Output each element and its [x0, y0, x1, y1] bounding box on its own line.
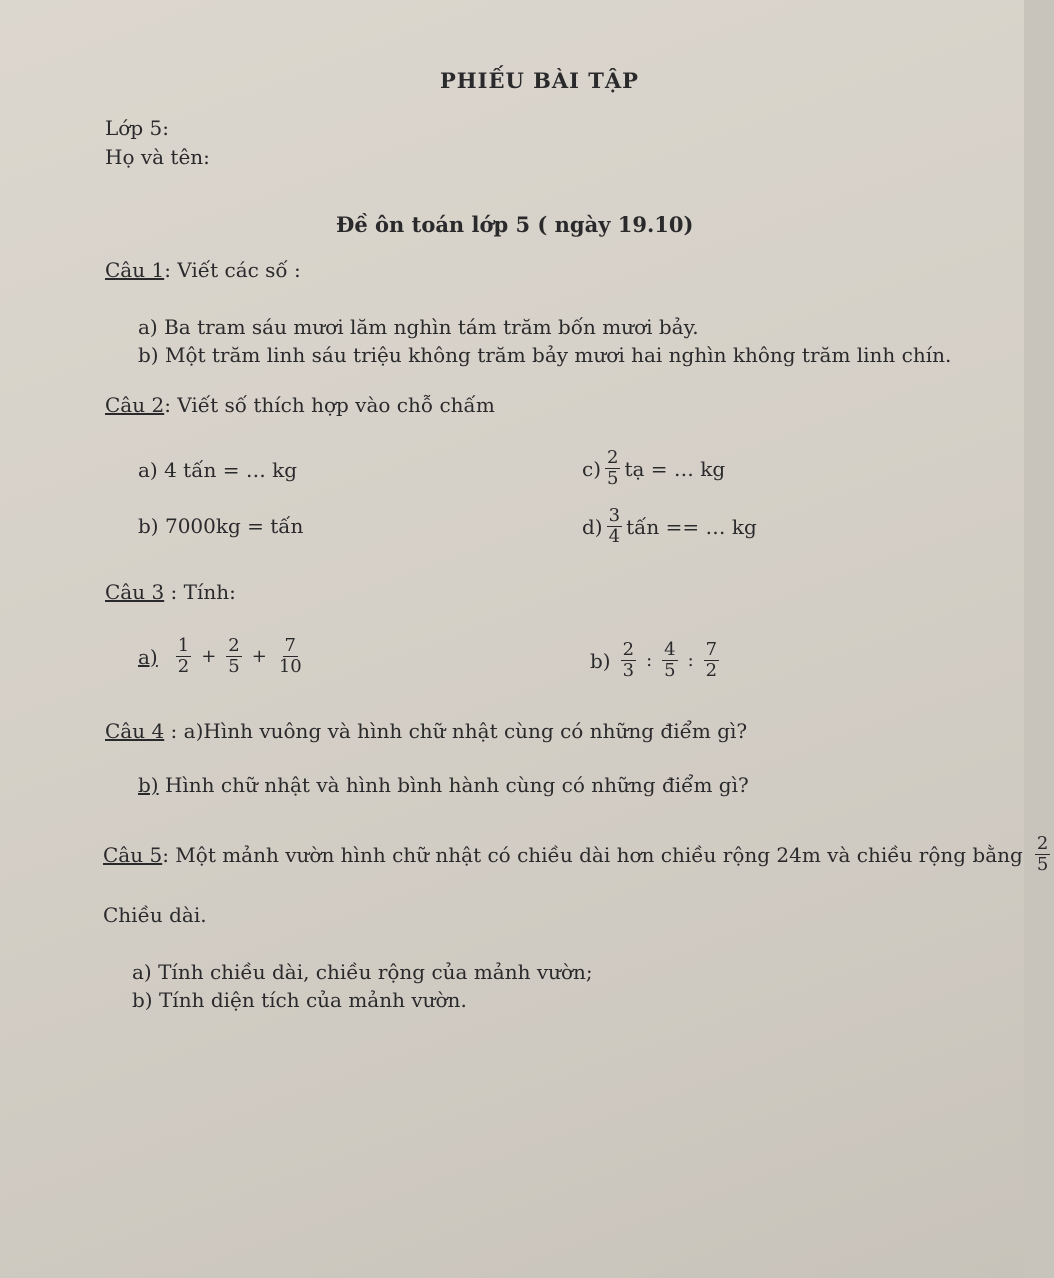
fraction-numerator: 2: [228, 635, 240, 656]
fraction: [662, 640, 677, 681]
question-3-a-label: a): [138, 644, 158, 669]
question-3-label: Câu 3: [105, 580, 165, 604]
question-3-expression-b: [590, 640, 723, 681]
question-3-b-label: b): [590, 648, 611, 673]
question-2-item-d: [582, 506, 757, 547]
fraction-numerator: 1: [177, 635, 190, 656]
fraction-numerator: 2: [622, 639, 635, 660]
fraction-denominator: 5: [664, 660, 676, 681]
fraction-numerator: 4: [664, 639, 676, 660]
fraction-numerator: 3: [608, 505, 621, 526]
fraction: [605, 448, 620, 489]
question-2-item-a: a) 4 tấn = … kg: [138, 458, 298, 482]
question-1-text: : Viết các số :: [164, 258, 301, 282]
question-3-heading: [105, 580, 236, 604]
fraction-denominator: 5: [228, 656, 240, 677]
question-4-label: Câu 4: [105, 719, 165, 743]
fraction: [176, 636, 191, 677]
question-2-item-d-suffix: tấn == … kg: [626, 514, 757, 539]
question-2-item-c: [582, 448, 725, 489]
fraction: [1035, 834, 1050, 875]
question-4-b-label: b): [138, 773, 159, 797]
question-4-item-b: [138, 773, 749, 797]
name-label: Họ và tên:: [105, 145, 210, 169]
fraction-numerator: 7: [284, 635, 296, 656]
fraction: [621, 640, 636, 681]
question-4-b-text: Hình chữ nhật và hình bình hành cùng có những điểm gì?: [158, 773, 749, 797]
fraction-numerator: 2: [1036, 833, 1049, 854]
fraction: [226, 636, 241, 677]
question-5-item-b: b) Tính diện tích của mảnh vườn.: [132, 988, 467, 1012]
fraction-denominator: 5: [1036, 854, 1049, 875]
fraction: [607, 506, 622, 547]
fraction: [704, 640, 719, 681]
fraction-denominator: 4: [608, 526, 621, 547]
question-1-heading: [105, 258, 301, 282]
operator: :: [687, 650, 694, 671]
question-2-item-b: b) 7000kg = tấn: [138, 514, 304, 538]
worksheet-title: PHIẾU BÀI TẬP: [440, 68, 639, 93]
fraction-denominator: 10: [278, 656, 302, 677]
fraction-numerator: 2: [607, 447, 619, 468]
question-5-heading: [103, 834, 1054, 875]
question-1-label: Câu 1: [105, 258, 165, 282]
fraction-denominator: 3: [622, 660, 635, 681]
question-2-item-c-prefix: c): [582, 456, 602, 481]
fraction: [277, 636, 304, 677]
question-2-item-c-suffix: tạ = … kg: [624, 456, 726, 481]
operator: +: [251, 646, 267, 667]
question-4-heading: [105, 719, 747, 743]
question-2-label: Câu 2: [105, 393, 165, 417]
question-1-item-a: a) Ba tram sáu mươi lăm nghìn tám trăm bốn mươi bảy.: [138, 315, 699, 339]
question-2-heading: [105, 393, 495, 417]
operator: :: [646, 650, 653, 671]
question-4-text: : a)Hình vuông và hình chữ nhật cùng có những điểm gì?: [164, 719, 748, 743]
fraction-denominator: 2: [705, 660, 718, 681]
question-5-text: : Một mảnh vườn hình chữ nhật có chiều dài hơn chiều rộng 24m và chiều rộng bằng: [162, 842, 1023, 867]
class-label: Lớp 5:: [105, 116, 169, 140]
question-2-text: : Viết số thích hợp vào chỗ chấm: [164, 393, 495, 417]
question-3-expression-a: [138, 636, 308, 677]
operator: +: [201, 646, 217, 667]
fraction-numerator: 7: [705, 639, 718, 660]
question-2-item-d-prefix: d): [582, 514, 603, 539]
question-5-label: Câu 5: [103, 842, 163, 867]
question-5-continuation: Chiều dài.: [103, 903, 207, 927]
exam-subtitle: Đề ôn toán lớp 5 ( ngày 19.10): [336, 212, 694, 237]
question-3-text: : Tính:: [164, 580, 236, 604]
question-1-item-b: b) Một trăm linh sáu triệu không trăm bảy mươi hai nghìn không trăm linh chín.: [138, 343, 952, 367]
fraction-denominator: 5: [607, 468, 619, 489]
question-5-item-a: a) Tính chiều dài, chiều rộng của mảnh vườn;: [132, 960, 593, 984]
fraction-denominator: 2: [177, 656, 190, 677]
